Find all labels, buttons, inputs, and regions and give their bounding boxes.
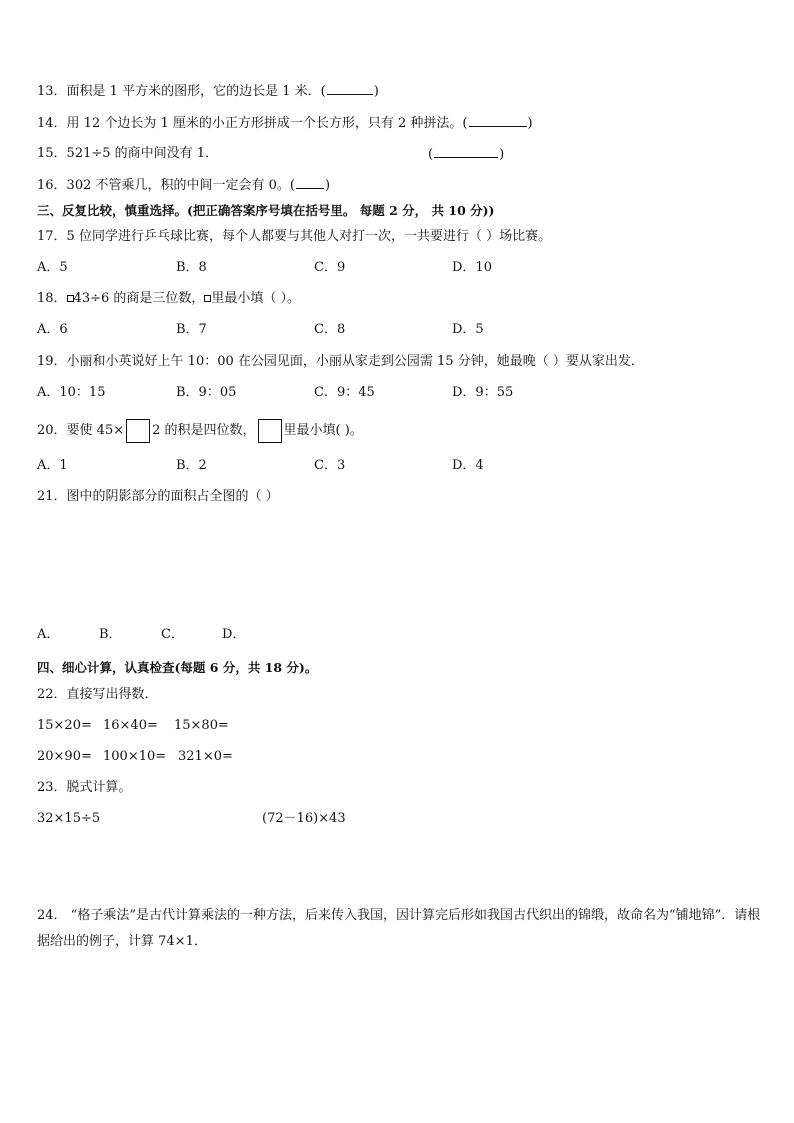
question-number: 24． bbox=[37, 908, 67, 923]
question-text: 直接写出得数． bbox=[66, 687, 158, 702]
question-18 bbox=[37, 290, 300, 308]
question-text-3: 里最小填( )。 bbox=[283, 423, 363, 438]
option-d[interactable]: D．4 bbox=[452, 458, 484, 473]
question-17 bbox=[37, 228, 551, 246]
option-c[interactable]: C．3 bbox=[314, 458, 346, 473]
question-text-2: 2 的积是四位数， bbox=[152, 423, 256, 438]
option-c[interactable]: C．9：45 bbox=[314, 385, 375, 400]
answer-blank[interactable] bbox=[434, 145, 498, 158]
question-16 bbox=[37, 176, 330, 195]
question-number: 16． bbox=[37, 178, 67, 193]
calc-item: 20×90= bbox=[37, 749, 92, 764]
question-text: 5 位同学进行乒乓球比赛，每个人都要与其他人对打一次，一共要进行（ ）场比赛。 bbox=[66, 229, 552, 244]
question-text: 小丽和小英说好上午 10：00 在公园见面，小丽从家走到公园需 15 分钟，她最晚（ ）要从家出发． bbox=[66, 354, 644, 369]
calc-expression: (72－16)×43 bbox=[262, 811, 346, 826]
option-b[interactable]: B． bbox=[99, 627, 122, 642]
option-b[interactable]: B．9：05 bbox=[176, 385, 237, 400]
question-text-2: 里最小填（ ）。 bbox=[211, 291, 301, 306]
option-c[interactable]: C．8 bbox=[314, 322, 346, 337]
question-text: 302 不管乘几，积的中间一定会有 0。( bbox=[66, 178, 295, 193]
question-22 bbox=[37, 686, 158, 704]
question-19 bbox=[37, 353, 644, 371]
question-text: 图中的阴影部分的面积占全图的（ ） bbox=[66, 489, 279, 504]
question-number: 17． bbox=[37, 229, 67, 244]
option-a[interactable]: A．1 bbox=[37, 458, 68, 473]
bracket-close: ) bbox=[527, 116, 533, 131]
question-15 bbox=[37, 145, 218, 163]
answer-blank[interactable] bbox=[327, 82, 373, 95]
calc-item: 15×20= bbox=[37, 718, 92, 733]
blank-square-icon bbox=[67, 295, 74, 302]
option-a[interactable]: A． bbox=[37, 627, 60, 642]
question-text: 43÷6 的商是三位数， bbox=[73, 291, 205, 306]
question-number: 19． bbox=[37, 354, 67, 369]
section-4-heading: 四、细心计算，认真检查(每题 6 分，共 18 分)。 bbox=[37, 660, 318, 675]
question-15-bracket bbox=[428, 145, 504, 164]
question-text: 要使 45× bbox=[66, 423, 125, 438]
option-d[interactable]: D．5 bbox=[452, 322, 484, 337]
option-d[interactable]: D． bbox=[222, 627, 246, 642]
bracket-close: ) bbox=[499, 147, 505, 162]
option-c[interactable]: C． bbox=[161, 627, 184, 642]
calc-item: 321×0= bbox=[178, 749, 233, 764]
question-number: 23． bbox=[37, 780, 67, 795]
question-24 bbox=[37, 903, 762, 955]
option-a[interactable]: A．5 bbox=[37, 260, 68, 275]
bracket-close: ) bbox=[324, 178, 331, 193]
question-text: 面积是 1 平方米的图形，它的边长是 1 米．( bbox=[66, 84, 326, 99]
question-number: 20． bbox=[37, 423, 67, 438]
section-3-heading: 三、反复比较，慎重选择。(把正确答案序号填在括号里。 每题 2 分， 共 10 分)) bbox=[37, 203, 495, 218]
question-13 bbox=[37, 82, 379, 101]
option-d[interactable]: D．9：55 bbox=[452, 385, 514, 400]
calc-expression: 32×15÷5 bbox=[37, 811, 101, 826]
question-number: 13． bbox=[37, 84, 67, 99]
question-23 bbox=[37, 779, 132, 797]
option-b[interactable]: B．8 bbox=[176, 260, 207, 275]
calc-item: 16×40= bbox=[103, 718, 158, 733]
question-number: 21． bbox=[37, 489, 67, 504]
question-20 bbox=[37, 418, 363, 444]
option-d[interactable]: D．10 bbox=[452, 260, 492, 275]
question-number: 22． bbox=[37, 687, 67, 702]
question-number: 15． bbox=[37, 146, 67, 161]
question-text: 521÷5 的商中间没有 1． bbox=[66, 146, 219, 161]
question-text: 用 12 个边长为 1 厘米的小正方形拼成一个长方形，只有 2 种拼法。( bbox=[66, 116, 468, 131]
bracket-open: ( bbox=[428, 147, 434, 162]
answer-blank[interactable] bbox=[469, 114, 527, 127]
question-21 bbox=[37, 488, 279, 506]
answer-box[interactable] bbox=[126, 419, 150, 443]
option-a[interactable]: A．10：15 bbox=[37, 385, 106, 400]
calc-item: 15×80= bbox=[174, 718, 229, 733]
question-number: 14． bbox=[37, 116, 67, 131]
answer-blank[interactable] bbox=[296, 176, 324, 189]
option-c[interactable]: C．9 bbox=[314, 260, 346, 275]
question-number: 18． bbox=[37, 291, 67, 306]
option-b[interactable]: B．7 bbox=[176, 322, 207, 337]
answer-box[interactable] bbox=[258, 419, 282, 443]
option-a[interactable]: A．6 bbox=[37, 322, 68, 337]
calc-item: 100×10= bbox=[103, 749, 167, 764]
bracket-close: ) bbox=[373, 84, 379, 99]
question-text: 脱式计算。 bbox=[66, 780, 132, 795]
question-text: “格子乘法”是古代计算乘法的一种方法，后来传入我国，因计算完后形如我国古代织出的锦缎，故命名为“铺地锦”．请根据给出的例子，计算 74×1． bbox=[37, 908, 761, 949]
question-14 bbox=[37, 114, 533, 133]
option-b[interactable]: B．2 bbox=[176, 458, 207, 473]
